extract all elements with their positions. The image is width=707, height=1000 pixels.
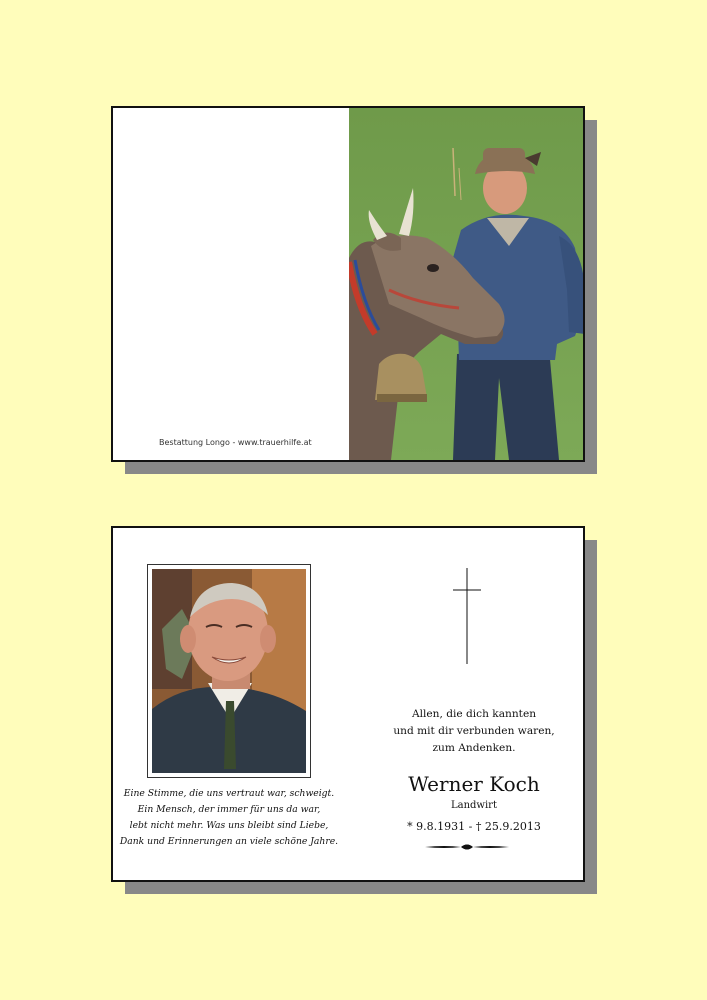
verse-line: lebt nicht mehr. Was uns bleibt sind Liebe,	[129, 820, 329, 831]
funeral-home-credit: Bestattung Longo - www.trauerhilfe.at	[159, 438, 312, 447]
memorial-line: zum Andenken.	[432, 742, 516, 754]
memorial-text	[371, 706, 577, 757]
verse-line: Ein Mensch, der immer für uns da war,	[137, 804, 321, 815]
deceased-name: Werner Koch	[408, 772, 540, 796]
verse-line: Dank und Erinnerungen an viele schöne Jahre.	[119, 836, 339, 847]
ornament-divider-icon	[425, 842, 509, 852]
cross-icon	[451, 568, 483, 664]
life-dates: * 9.8.1931 - † 25.9.2013	[407, 820, 541, 833]
portrait-photo	[152, 569, 306, 773]
portrait-frame	[147, 564, 311, 778]
inside-card	[111, 526, 585, 882]
memorial-verse	[113, 786, 345, 850]
verse-line: Eine Stimme, die uns vertraut war, schweigt.	[123, 788, 335, 799]
occupation: Landwirt	[450, 800, 497, 811]
memorial-line: und mit dir verbunden waren,	[393, 725, 555, 737]
memorial-line: Allen, die dich kannten	[411, 708, 537, 720]
front-card	[111, 106, 585, 462]
farmer-with-cow-photo	[349, 108, 585, 460]
